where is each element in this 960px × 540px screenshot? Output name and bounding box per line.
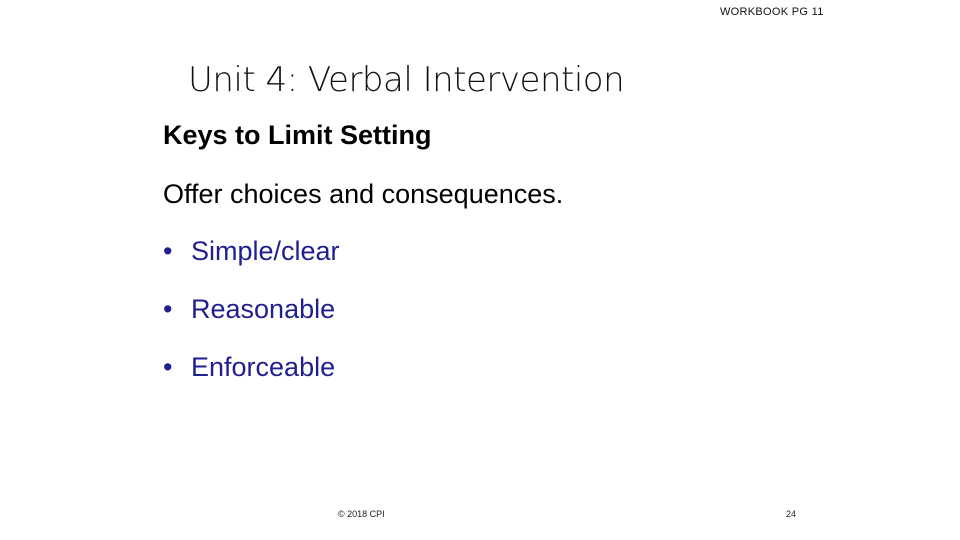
copyright-notice: © 2018 CPI xyxy=(338,509,385,519)
bullet-item-enforceable xyxy=(163,352,340,410)
bullet-marker: • xyxy=(163,352,173,382)
bullet-item-simple-clear xyxy=(163,236,340,294)
slide-subtitle: Keys to Limit Setting xyxy=(163,120,432,150)
bullet-text: Simple/clear xyxy=(191,236,340,266)
bullet-text: Enforceable xyxy=(191,352,336,382)
bullet-marker: • xyxy=(163,294,173,324)
bullet-item-reasonable xyxy=(163,294,340,352)
bullet-list xyxy=(163,236,340,410)
workbook-page-reference: WORKBOOK PG 11 xyxy=(720,6,824,18)
intro-text: Offer choices and consequences. xyxy=(163,179,564,209)
bullet-marker: • xyxy=(163,236,173,266)
slide-title: Unit 4: Verbal Intervention xyxy=(188,60,625,100)
bullet-text: Reasonable xyxy=(191,294,336,324)
page-number: 24 xyxy=(786,509,797,519)
